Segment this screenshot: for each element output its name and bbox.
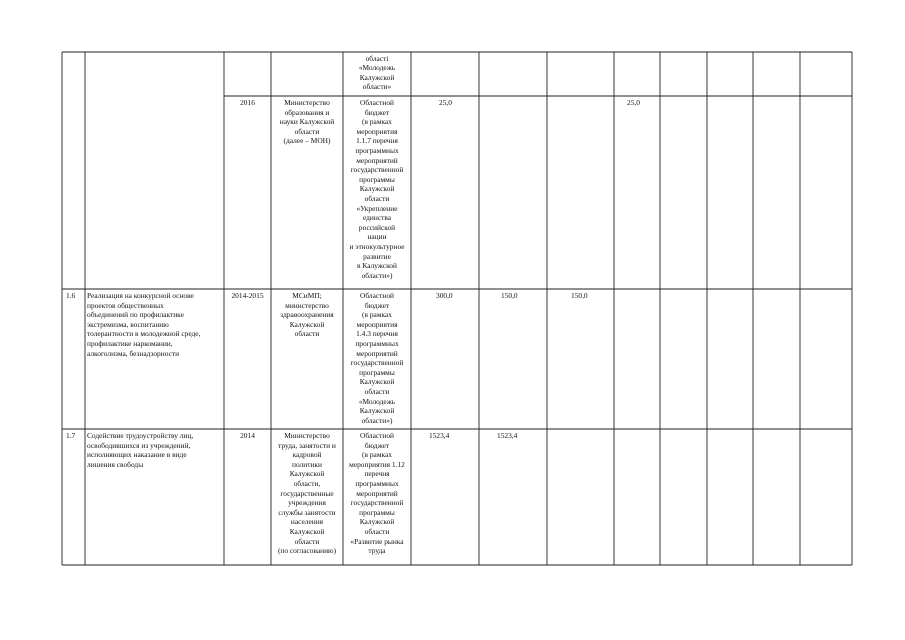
funding-source-line: области» <box>362 82 392 92</box>
cell-executor-line: науки Калужской <box>279 117 335 127</box>
funding-source-line: области <box>364 527 390 536</box>
cell-executor-line: населения <box>290 517 324 527</box>
cell-executor-line: Калужской <box>289 319 325 329</box>
funding-source-line: программных <box>355 339 399 348</box>
cell-executor-line: области <box>294 329 320 339</box>
cell-period: 2014-2015 <box>231 291 264 300</box>
funding-source-line: государственной <box>350 165 404 175</box>
cell-executor-line: государственные <box>280 488 334 498</box>
funding-source-line: Калужской <box>359 517 395 527</box>
measure-name-line: исполняющих наказание в виде <box>87 450 187 460</box>
funding-source-line: (в рамках <box>362 310 392 320</box>
funding-source-line: и этнокультурное <box>349 242 405 251</box>
funding-source-line: Калужской <box>359 377 395 387</box>
cell-executor-line: кадровой <box>292 450 322 460</box>
funding-source-line: Областной <box>360 291 394 300</box>
funding-source-line: бюджет <box>364 440 390 450</box>
funding-source-line: программных <box>355 479 399 488</box>
funding-source-line: Калужской <box>359 406 395 416</box>
funding-source-line: государственной <box>350 498 404 508</box>
row-number: 1.6 <box>66 291 76 300</box>
cell-total: 300,0 <box>436 291 453 300</box>
funding-source-line: единства <box>362 213 392 223</box>
funding-source-line: (в рамках <box>362 450 392 460</box>
cell-year-2014: 1523,4 <box>497 431 518 440</box>
funding-source-line: «Укрепление <box>356 203 398 213</box>
cell-executor-line: труда, занятости и <box>278 440 336 450</box>
funding-source-line: мероприятия 1.12 <box>349 459 405 469</box>
cell-executor-line: области <box>294 536 320 546</box>
funding-source-line: перечня <box>364 469 390 479</box>
measure-name-line: Реализация на конкурсной основе <box>87 291 194 300</box>
funding-source-line: 1.1.7 перечня <box>356 136 398 146</box>
funding-source-line: программы <box>359 174 395 184</box>
cell-year-2016: 25,0 <box>627 98 640 107</box>
funding-source-line: мероприятий <box>356 348 398 358</box>
funding-source-line: развитие <box>363 251 391 261</box>
cell-executor-line: Калужской <box>289 469 325 479</box>
measure-name-line: проектов общественных <box>87 300 164 310</box>
cell-executor-line: МСиМП; <box>292 291 322 300</box>
measure-name-line: объединений по профилактике <box>87 310 184 320</box>
cell-total: 1523,4 <box>429 431 450 440</box>
funding-source-line: области <box>364 387 390 396</box>
cell-executor-line: области, <box>293 479 321 488</box>
funding-source-line: «Молодежь <box>358 63 396 73</box>
funding-source-line: «Развитие рынка <box>350 536 404 546</box>
cell-executor-line: учреждения <box>288 498 326 508</box>
cell-executor-line: политики <box>292 459 322 469</box>
cell-executor-line: Министерство <box>284 98 330 107</box>
cell-period: 2014 <box>240 431 255 440</box>
funding-source-line: бюджет <box>364 300 390 310</box>
funding-source-line: мероприятия <box>356 319 398 329</box>
funding-source-line: мероприятия <box>356 126 398 136</box>
measure-name-line: освободившихся из учреждений, <box>87 440 191 450</box>
funding-source-line: области») <box>361 415 393 425</box>
funding-source-line: области») <box>361 270 393 280</box>
funding-source-line: в Калужской <box>357 261 397 271</box>
measure-name-line: алкоголизма, безнадзорности <box>87 348 180 358</box>
funding-source-line: российской <box>358 222 396 232</box>
cell-executor-line: министерство <box>285 300 329 310</box>
cell-executor-line: службы занятости <box>278 507 336 517</box>
funding-source-line: (в рамках <box>362 117 392 127</box>
funding-source-line: государственной <box>350 358 404 368</box>
funding-source-line: 1.4.3 перечня <box>356 329 398 339</box>
cell-executor-line: области <box>294 126 320 136</box>
cell-executor-line: (далее – МОН) <box>283 136 331 146</box>
cell-year-2014: 150,0 <box>501 291 518 300</box>
measure-name-line: толерантности в молодежной среде, <box>87 329 201 339</box>
funding-source-line: Калужской <box>359 184 395 194</box>
funding-source-line: області <box>365 53 389 63</box>
cell-executor-line: образования и <box>284 107 330 117</box>
funding-source-line: бюджет <box>364 107 390 117</box>
measure-name-line: Содействие трудоустройству лиц, <box>87 431 194 440</box>
funding-source-line: мероприятий <box>356 155 398 165</box>
measure-name-line: экстремизма, воспитанию <box>87 319 169 329</box>
cell-year-2015: 150,0 <box>571 291 588 300</box>
funding-source-line: области <box>364 194 390 203</box>
funding-source-line: «Молодежь <box>358 396 396 406</box>
funding-source-line: труда <box>368 546 386 556</box>
funding-source-line: программы <box>359 507 395 517</box>
funding-source-line: программы <box>359 367 395 377</box>
funding-source-line: мероприятий <box>356 488 398 498</box>
cell-executor-line: (по согласованию) <box>277 546 337 556</box>
cell-period: 2016 <box>240 98 255 107</box>
cell-executor-line: Министерство <box>284 431 330 440</box>
funding-source-line: нации <box>367 232 387 242</box>
cell-executor-line: здравоохранения <box>280 310 334 320</box>
funding-source-line: Областной <box>360 431 394 440</box>
funding-source-line: Калужской <box>359 72 395 82</box>
measure-name-line: лишения свободы <box>87 459 144 469</box>
row-number: 1.7 <box>66 431 76 440</box>
funding-source-line: Областной <box>360 98 394 107</box>
cell-executor-line: Калужской <box>289 527 325 536</box>
measure-name-line: профилактике наркомании, <box>87 339 173 348</box>
cell-total: 25,0 <box>439 98 452 107</box>
funding-source-line: программных <box>355 146 399 155</box>
